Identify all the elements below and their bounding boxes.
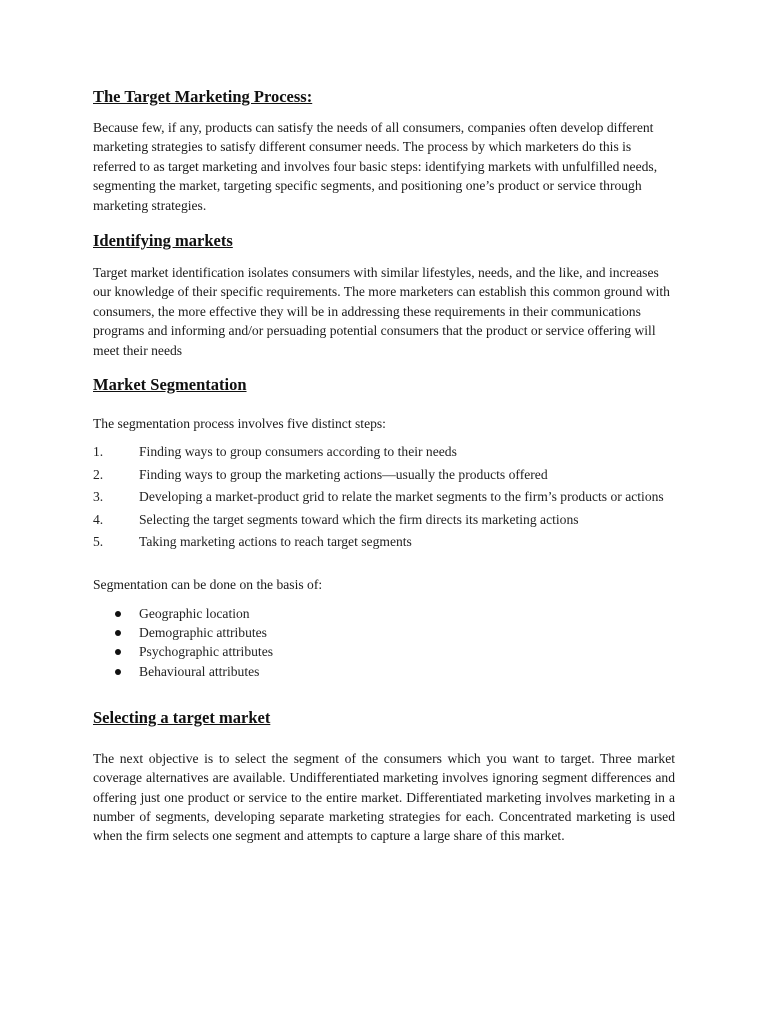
step-text: Finding ways to group consumers according to their needs <box>139 444 457 460</box>
step-number: 5. <box>93 534 104 550</box>
segmentation-basis-list <box>93 604 675 681</box>
identifying-markets-heading: Identifying markets <box>93 231 233 251</box>
list-item <box>93 487 675 506</box>
list-item <box>93 442 675 461</box>
bullet-icon <box>115 649 121 655</box>
step-number: 4. <box>93 511 104 527</box>
selecting-target-market-heading: Selecting a target market <box>93 707 271 727</box>
document-title: The Target Marketing Process: <box>93 87 313 106</box>
basis-text: Behavioural attributes <box>139 663 260 679</box>
segmentation-steps-list <box>93 442 675 551</box>
basis-text: Geographic location <box>139 605 250 621</box>
step-text: Developing a market-product grid to relate the market segments to the firm’s products or actions <box>139 489 664 505</box>
identifying-markets-paragraph: Target market identification isolates consumers with similar lifestyles, needs, and the like, and increases our knowledge of their specific requirements. The more marketers can establish this common ground with consumers, the more effective they will be in addressing these requirements in their communications programs and informing and/or persuading potential consumers that the product or service offering will meet their needs <box>93 265 670 358</box>
step-number: 1. <box>93 444 104 460</box>
step-text: Finding ways to group the marketing actions—usually the products offered <box>139 466 548 482</box>
intro-paragraph: Because few, if any, products can satisfy the needs of all consumers, companies often develop different marketing strategies to satisfy different consumer needs. The process by which marketers do this is referred to as target marketing and involves four basic steps: identifying markets with unfulfilled needs, segmenting the market, targeting specific segments, and positioning one’s product or service through marketing strategies. <box>93 120 658 213</box>
document-content <box>93 86 675 846</box>
bullet-icon <box>115 611 121 617</box>
step-text: Selecting the target segments toward which the firm directs its marketing actions <box>139 511 579 527</box>
list-item <box>93 623 675 642</box>
step-text: Taking marketing actions to reach target segments <box>139 534 412 550</box>
step-number: 2. <box>93 466 104 482</box>
basis-text: Demographic attributes <box>139 625 267 641</box>
bullet-icon <box>115 669 121 675</box>
list-item <box>93 642 675 661</box>
segmentation-basis-lead: Segmentation can be done on the basis of: <box>93 576 323 592</box>
list-item <box>93 465 675 484</box>
step-number: 3. <box>93 489 104 505</box>
bullet-icon <box>115 630 121 636</box>
segmentation-lead: The segmentation process involves five distinct steps: <box>93 416 386 432</box>
selecting-target-market-paragraph: The next objective is to select the segment of the consumers which you want to target. Three market coverage alternatives are available. Undifferentiated marketing involves ignoring segment differences and offering just one product or service to the entire market. Differentiated marketing involves marketing in a number of segments, developing separate marketing strategies for each. Concentrated marketing is used when the firm selects one segment and attempts to capture a large share of this market. <box>93 750 675 844</box>
list-item <box>93 604 675 623</box>
list-item <box>93 662 675 681</box>
list-item <box>93 532 675 551</box>
basis-text: Psychographic attributes <box>139 644 274 660</box>
market-segmentation-heading: Market Segmentation <box>93 375 247 395</box>
list-item <box>93 510 675 529</box>
